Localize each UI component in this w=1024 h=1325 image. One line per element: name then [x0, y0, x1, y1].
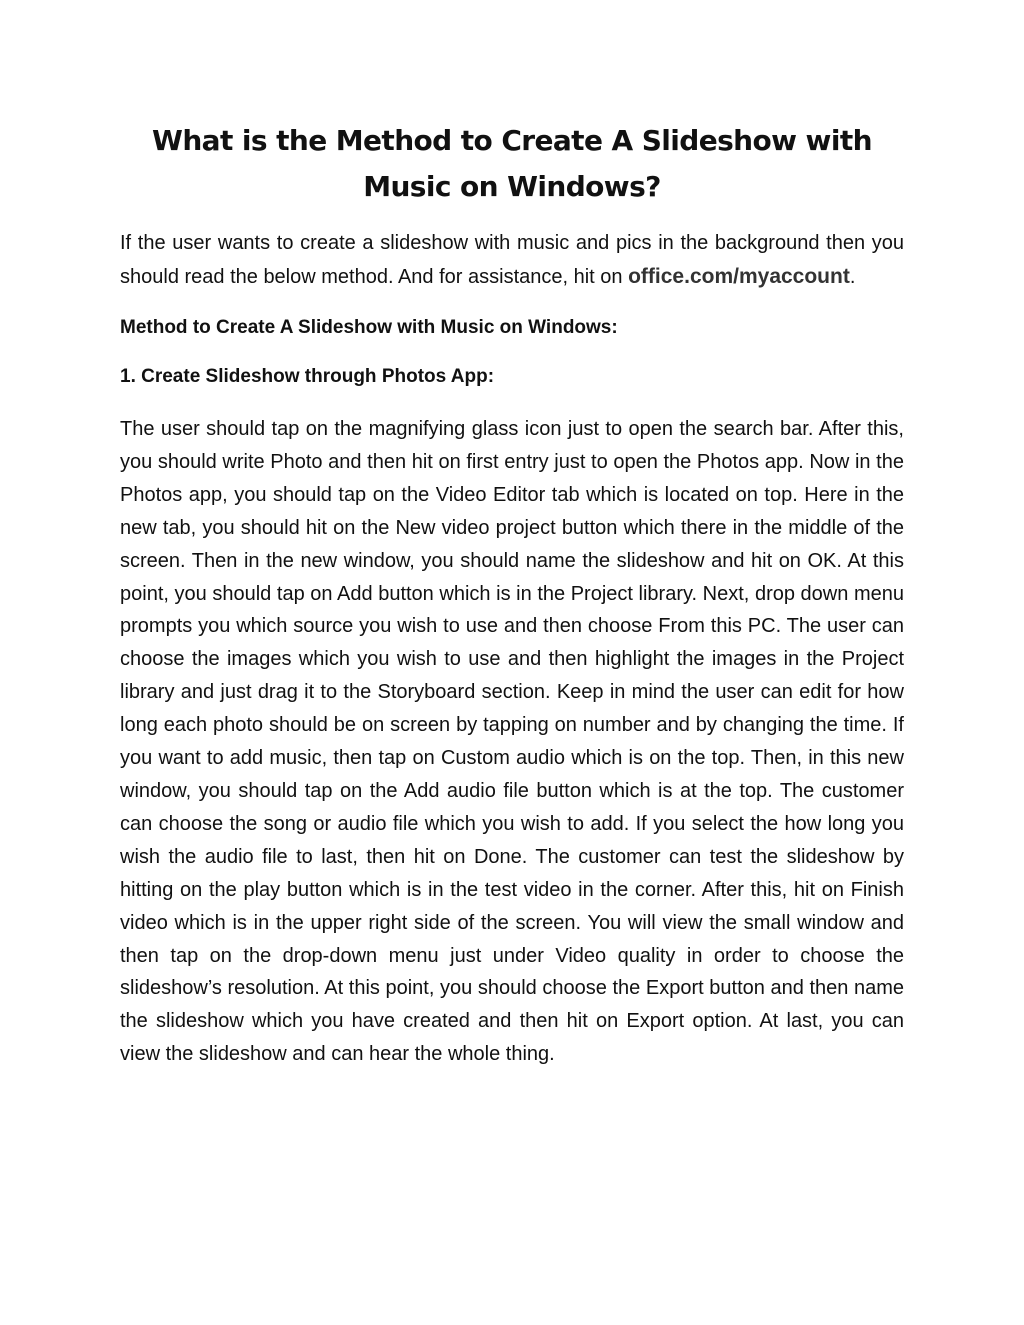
office-myaccount-link[interactable]: office.com/myaccount [628, 265, 850, 288]
intro-text: If the user wants to create a slideshow with music and pics in the background then you should read the below method. And for assistance, hit on [120, 232, 904, 288]
intro-paragraph [120, 227, 904, 294]
step-heading: 1. Create Slideshow through Photos App: [120, 366, 495, 387]
instructions-paragraph: The user should tap on the magnifying glass icon just to open the search bar. After this, you should write Photo and then hit on first entry just to open the Photos app. Now in the Photos app, you should tap on the Video Editor tab which is located on top. Here in the new tab, you should hit on the New video project button which there in the middle of the screen. Then in the new window, you should name the slideshow and hit on OK. At this point, you should tap on Add button which is in the Project library. Next, drop down menu prompts you which source you wish to use and then choose From this PC. The user can choose the images which you wish to use and then highlight the images in the Project library and just drag it to the Storyboard section. Keep in mind the user can edit for how long each photo should be on screen by tapping on number and by changing the time. If you want to add music, then tap on Custom audio which is on the top. Then, in this new window, you should tap on the Add audio file button which is at the top. The customer can choose the song or audio file which you wish to add. If you select the how long you wish the audio file to last, then hit on Done. The customer can test the slideshow by hitting on the play button which is in the test video in the corner. After this, hit on Finish video which is in the upper right side of the screen. You will view the small window and then tap on the drop-down menu just under Video quality in order to choose the slideshow’s resolution. At this point, you should choose the Export button and then name the slideshow which you have created and then hit on Export option. At last, you can view the slideshow and can hear the whole thing. [120, 418, 904, 1066]
intro-period: . [849, 266, 856, 288]
method-heading: Method to Create A Slideshow with Music on Windows: [120, 317, 618, 338]
document-title: What is the Method to Create A Slideshow with Music on Windows? [152, 124, 872, 203]
document-page [120, 118, 904, 1071]
